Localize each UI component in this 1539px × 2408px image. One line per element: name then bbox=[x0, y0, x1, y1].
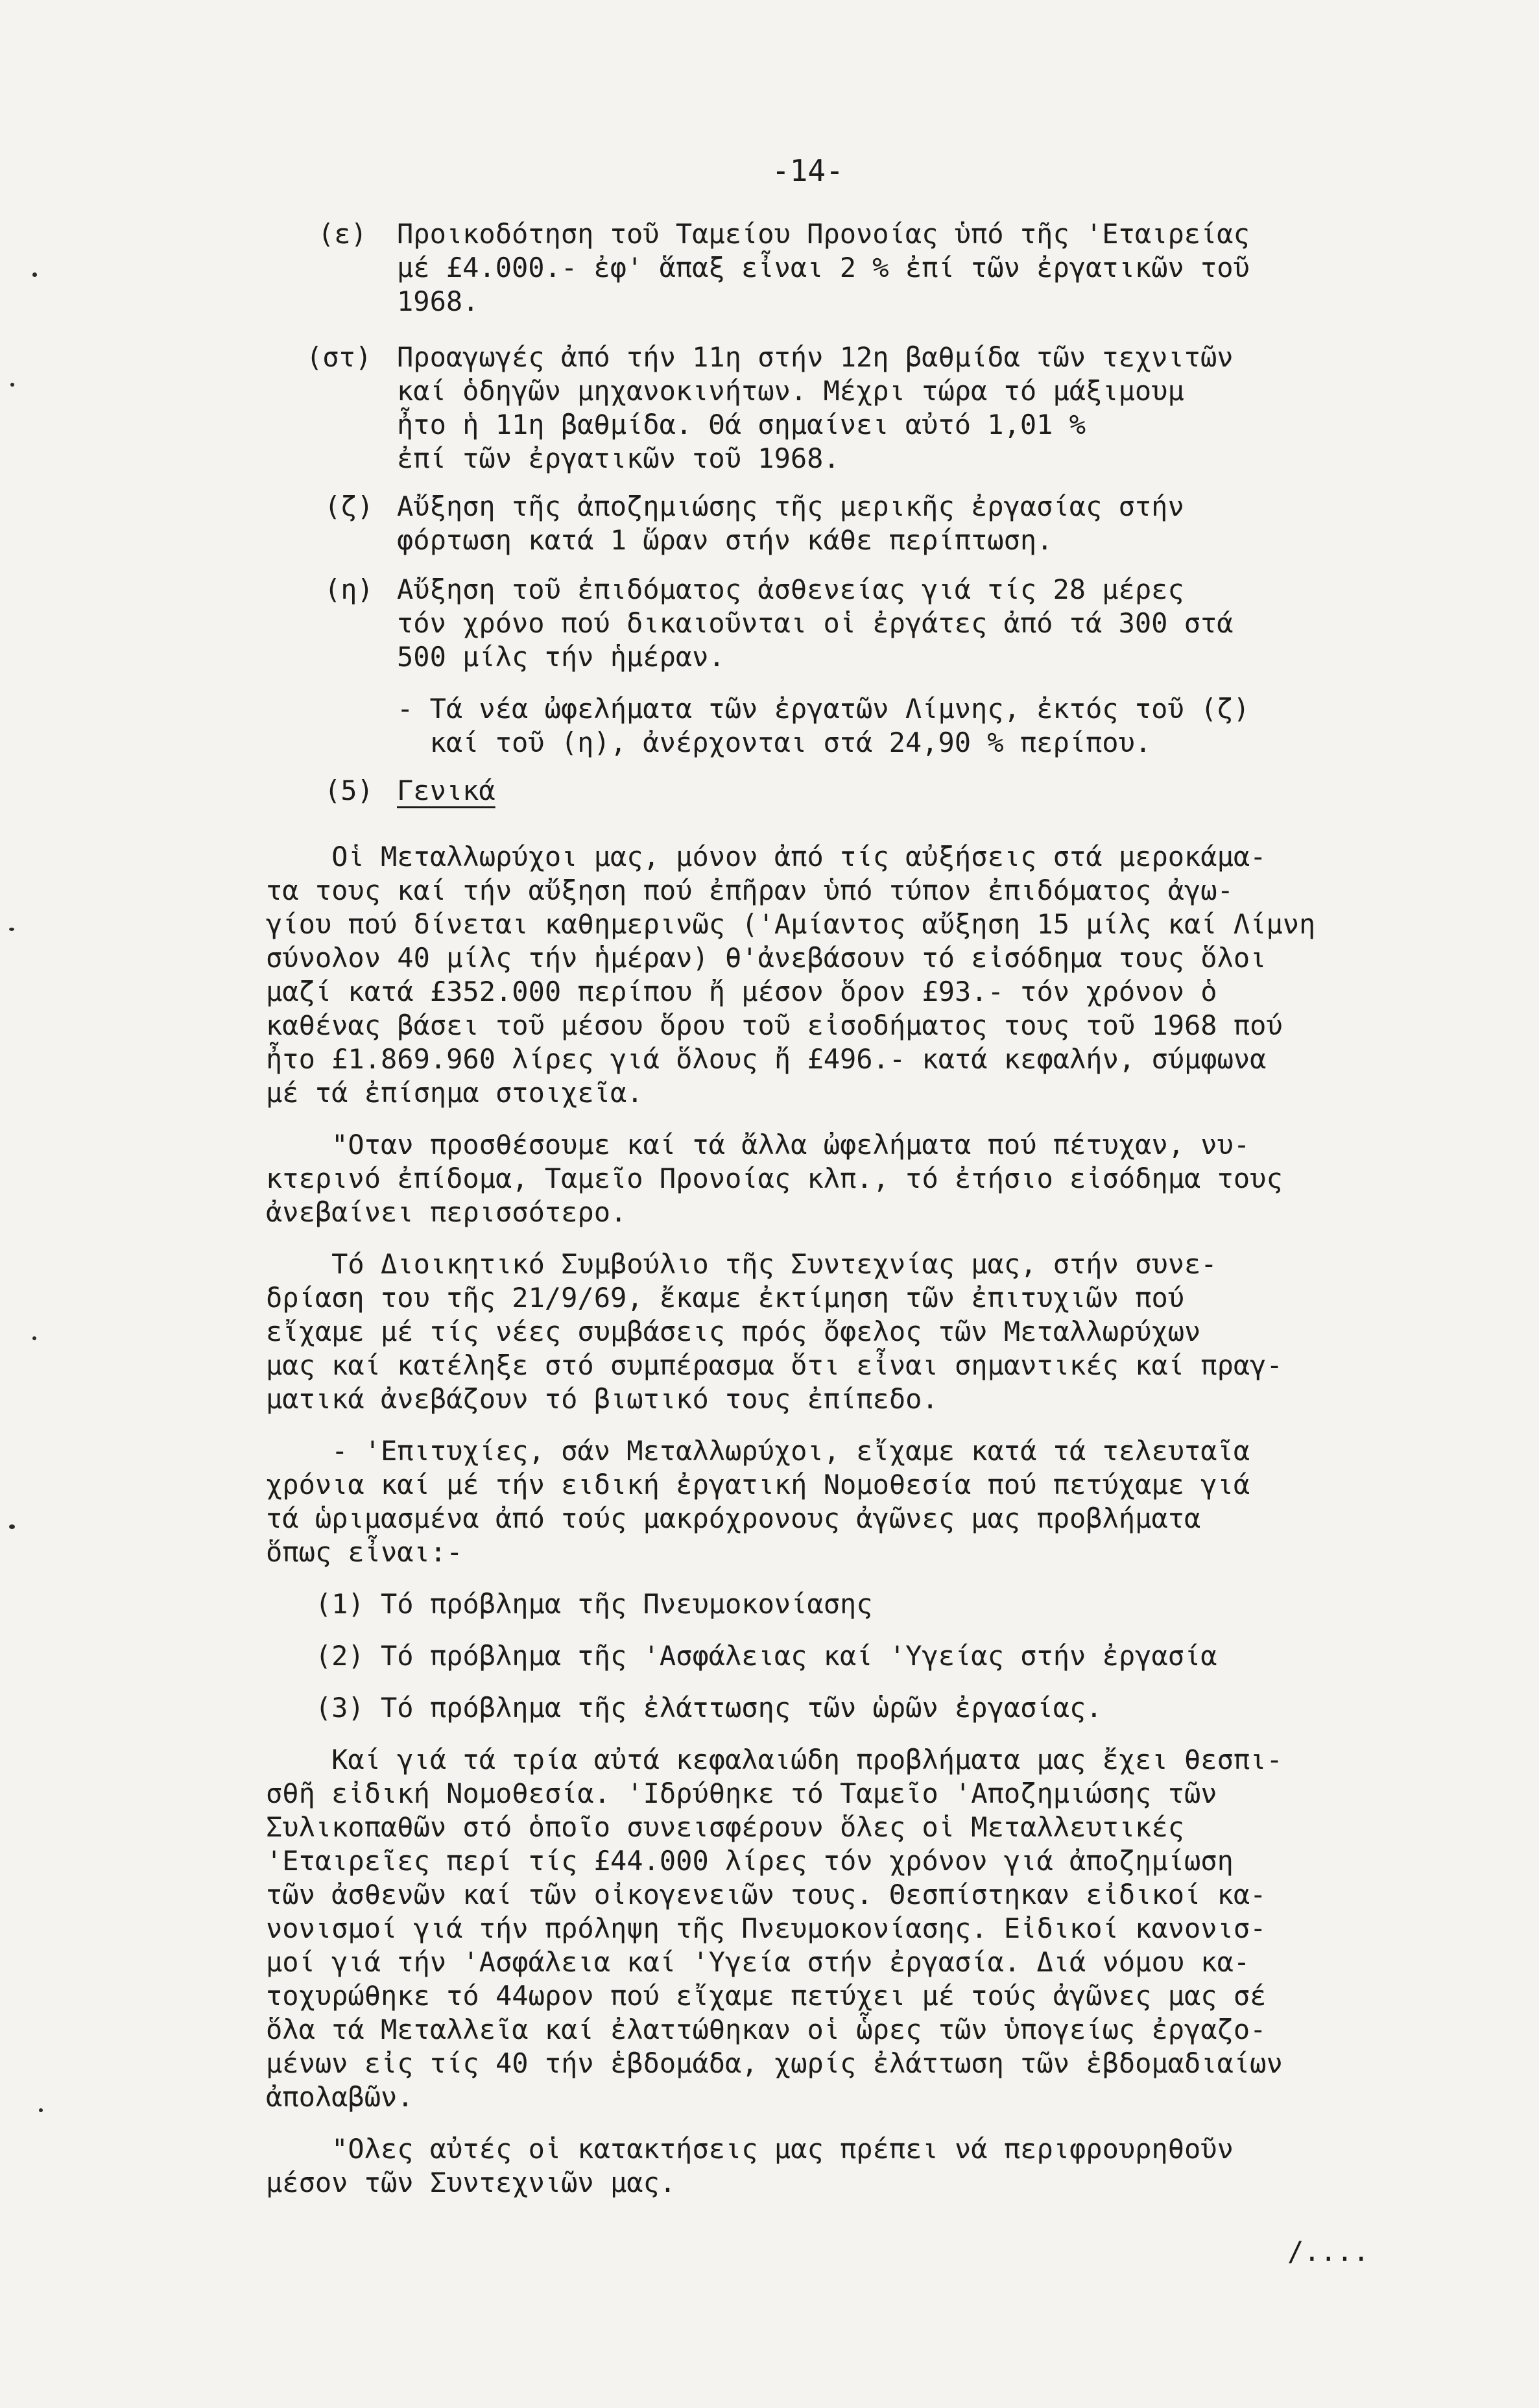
paragraph-line: τῶν ἀσθενῶν καί τῶν οἰκογενειῶν τους. Θεσπίστηκαν εἰδικοί κα- bbox=[266, 1879, 1267, 1910]
paragraph-line: - 'Επιτυχίες, σάν Μεταλλωρύχοι, εἴχαμε κατά τά τελευταῖα bbox=[266, 1435, 1250, 1467]
paragraph-line: ὅπως εἶναι:- bbox=[266, 1536, 463, 1568]
paragraph-line: μέσον τῶν Συντεχνιῶν μας. bbox=[266, 2167, 676, 2198]
item-st-line: ἐπί τῶν ἐργατικῶν τοῦ 1968. bbox=[397, 442, 840, 474]
item-label-h: (η) bbox=[324, 573, 374, 605]
item-h-line: 500 μίλς τήν ἡμέραν. bbox=[397, 641, 725, 673]
paragraph-line: σθῆ εἰδική Νομοθεσία. 'Ιδρύθηκε τό Ταμεῖο 'Αποζημιώσης τῶν bbox=[266, 1777, 1217, 1809]
scan-speck bbox=[10, 383, 14, 387]
list-item: (3) Τό πρόβλημα τῆς ἐλάττωσης τῶν ὡρῶν ἐργασίας. bbox=[266, 1692, 1103, 1724]
continuation-mark: /.... bbox=[1287, 2235, 1370, 2267]
paragraph-line: καθένας βάσει τοῦ μέσου ὅρου τοῦ εἰσοδήματος τους τοῦ 1968 πού bbox=[266, 1009, 1283, 1041]
section-number: (5) bbox=[324, 775, 374, 806]
note-line: - Τά νέα ὠφελήματα τῶν ἐργατῶν Λίμνης, ἐκτός τοῦ (ζ) bbox=[397, 693, 1250, 725]
item-st-line: ἦτο ἡ 11η βαθμίδα. Θά σημαίνει αὐτό 1,01 % bbox=[397, 409, 1086, 440]
paragraph-line: μοί γιά τήν 'Ασφάλεια καί 'Υγεία στήν ἐργασία. Διά νόμου κα- bbox=[266, 1946, 1250, 1978]
paragraph-line: ὅλα τά Μεταλλεῖα καί ἐλαττώθηκαν οἱ ὧρες τῶν ὑπογείως ἐργαζο- bbox=[266, 2014, 1267, 2045]
paragraph-line: χρόνια καί μέ τήν ειδική ἐργατική Νομοθεσία πού πετύχαμε γιά bbox=[266, 1469, 1250, 1500]
item-h-line: τόν χρόνο πού δικαιοῦνται οἱ ἐργάτες ἀπό τά 300 στά bbox=[397, 607, 1234, 639]
scan-speck bbox=[32, 272, 37, 277]
paragraph-line: μέ τά ἐπίσημα στοιχεῖα. bbox=[266, 1077, 643, 1109]
paragraph-line: κτερινό ἐπίδομα, Ταμεῖο Προνοίας κλπ., τό ἐτήσιο εἰσόδημα τους bbox=[266, 1162, 1283, 1194]
paragraph-line: τα τους καί τήν αὔξηση πού ἐπῆραν ὑπό τύπον ἐπιδόματος ἀγω- bbox=[266, 874, 1234, 906]
scan-speck bbox=[32, 1336, 36, 1340]
item-z-line: φόρτωση κατά 1 ὥραν στήν κάθε περίπτωση. bbox=[397, 524, 1053, 556]
paragraph-line: νονισμοί γιά τήν πρόληψη τῆς Πνευμοκονίασης. Εἰδικοί κανονισ- bbox=[266, 1912, 1267, 1944]
paragraph-line: "Οταν προσθέσουμε καί τά ἄλλα ὠφελήματα πού πέτυχαν, νυ- bbox=[266, 1129, 1250, 1161]
list-item: (2) Τό πρόβλημα τῆς 'Ασφάλειας καί 'Υγείας στήν ἐργασία bbox=[266, 1640, 1217, 1672]
page-number: -14- bbox=[772, 153, 844, 188]
scan-speck bbox=[9, 928, 14, 931]
item-e-line: Προικοδότηση τοῦ Ταμείου Προνοίας ὑπό τῆς 'Εταιρείας bbox=[397, 218, 1250, 250]
scan-speck bbox=[39, 2108, 43, 2112]
paragraph-line: εἴχαμε μέ τίς νέες συμβάσεις πρός ὄφελος τῶν Μεταλλωρύχων bbox=[266, 1316, 1201, 1347]
item-st-line: Προαγωγές ἀπό τήν 11η στήν 12η βαθμίδα τῶν τεχνιτῶν bbox=[397, 341, 1234, 373]
item-label-e: (ε) bbox=[318, 218, 367, 250]
paragraph-line: τοχυρώθηκε τό 44ωρον πού εἴχαμε πετύχει μέ τούς ἀγῶνες μας σέ bbox=[266, 1980, 1267, 2012]
paragraph-line: δρίαση του τῆς 21/9/69, ἔκαμε ἐκτίμηση τῶν ἐπιτυχιῶν πού bbox=[266, 1282, 1185, 1314]
paragraph-line: 'Εταιρεῖες περί τίς £44.000 λίρες τόν χρόνον γιά ἀποζημίωση bbox=[266, 1845, 1234, 1877]
paragraph-line: ἀνεβαίνει περισσότερο. bbox=[266, 1196, 627, 1228]
item-e-line: 1968. bbox=[397, 285, 479, 317]
paragraph-line: μαζί κατά £352.000 περίπου ἤ μέσον ὅρον £93.- τόν χρόνον ὁ bbox=[266, 976, 1217, 1007]
paragraph-line: γίου πού δίνεται καθημερινῶς ('Αμίαντος αὔξηση 15 μίλς καί Λίμνη bbox=[266, 908, 1316, 940]
paragraph-line: Οἱ Μεταλλωρύχοι μας, μόνον ἀπό τίς αὐξήσεις στά μεροκάμα- bbox=[266, 841, 1267, 873]
item-e-line: μέ £4.000.- ἐφ' ἅπαξ εἶναι 2 % ἐπί τῶν ἐργατικῶν τοῦ bbox=[397, 252, 1250, 283]
paragraph-line: σύνολον 40 μίλς τήν ἡμέραν) θ'ἀνεβάσουν τό εἰσόδημα τους ὅλοι bbox=[266, 942, 1267, 974]
paragraph-line: Τό Διοικητικό Συμβούλιο τῆς Συντεχνίας μας, στήν συνε- bbox=[266, 1248, 1217, 1280]
item-label-st: (στ) bbox=[306, 341, 372, 373]
item-z-line: Αὔξηση τῆς ἀποζημιώσης τῆς μερικῆς ἐργασίας στήν bbox=[397, 490, 1184, 522]
section-title: Γενικά bbox=[397, 775, 495, 806]
paragraph-line: ἦτο £1.869.960 λίρες γιά ὅλους ἤ £496.- κατά κεφαλήν, σύμφωνα bbox=[266, 1043, 1267, 1075]
paragraph-line: Καί γιά τά τρία αὐτά κεφαλαιώδη προβλήματα μας ἔχει θεσπι- bbox=[266, 1744, 1283, 1776]
note-line: καί τοῦ (η), ἀνέρχονται στά 24,90 % περίπου. bbox=[397, 727, 1152, 758]
item-h-line: Αὔξηση τοῦ ἐπιδόματος ἀσθενείας γιά τίς 28 μέρες bbox=[397, 573, 1184, 605]
paragraph-line: μας καί κατέληξε στό συμπέρασμα ὅτι εἶναι σημαντικές καί πραγ- bbox=[266, 1349, 1283, 1381]
list-item: (1) Τό πρόβλημα τῆς Πνευμοκονίασης bbox=[266, 1588, 873, 1620]
paragraph-line: ματικά ἀνεβάζουν τό βιωτικό τους ἐπίπεδο. bbox=[266, 1383, 938, 1415]
item-st-line: καί ὁδηγῶν μηχανοκινήτων. Μέχρι τώρα τό μάξιμουμ bbox=[397, 375, 1184, 407]
paragraph-line: ἀπολαβῶν. bbox=[266, 2081, 414, 2113]
paragraph-line: μένων εἰς τίς 40 τήν ἑβδομάδα, χωρίς ἐλάττωση τῶν ἑβδομαδιαίων bbox=[266, 2047, 1283, 2079]
item-label-z: (ζ) bbox=[324, 490, 374, 522]
paragraph-line: "Ολες αὐτές οἱ κατακτήσεις μας πρέπει νά περιφρουρηθοῦν bbox=[266, 2133, 1234, 2165]
paragraph-line: Συλικοπαθῶν στό ὁποῖο συνεισφέρουν ὅλες οἱ Μεταλλευτικές bbox=[266, 1811, 1185, 1843]
paragraph-line: τά ὡριμασμένα ἀπό τούς μακρόχρονους ἀγῶνες μας προβλήματα bbox=[266, 1502, 1201, 1534]
scan-speck bbox=[9, 1524, 15, 1529]
